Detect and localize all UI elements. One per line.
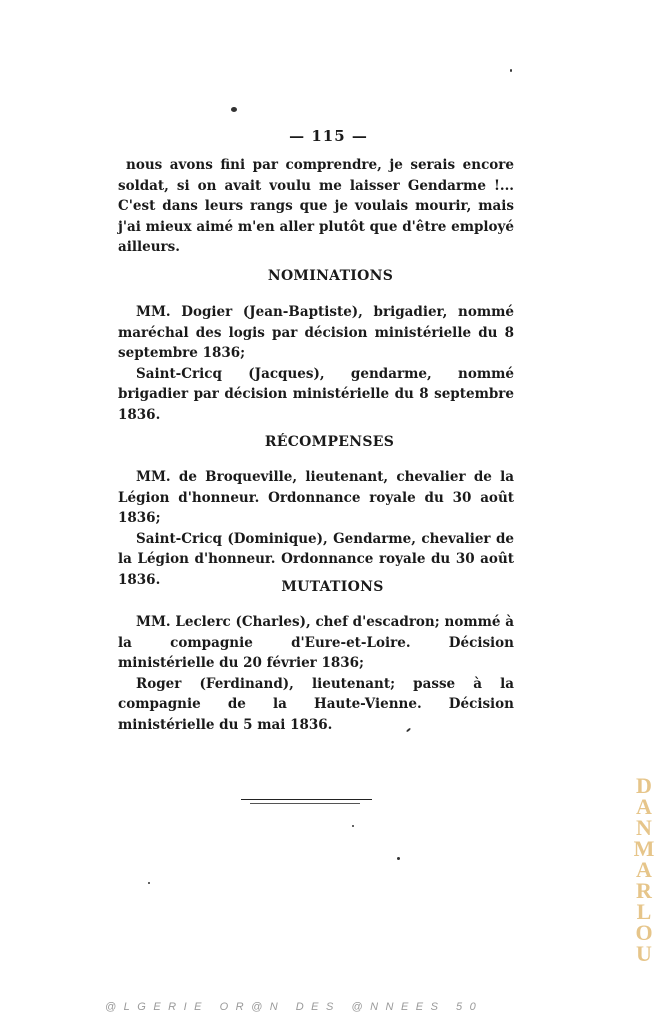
scan-speck bbox=[352, 825, 354, 827]
side-watermark-letter: M bbox=[633, 836, 655, 861]
heading-mutations: MUTATIONS bbox=[281, 579, 384, 595]
side-watermark-letter: R bbox=[636, 878, 652, 903]
entry-roger bbox=[118, 674, 514, 736]
entry-text: Leclerc (Charles), chef d'escadron; nommé à la compagnie d'Eure-et-Loire. Décision ministérielle du 20 février 1836; bbox=[118, 614, 514, 671]
side-watermark-letter: A bbox=[636, 857, 652, 882]
heading-nominations: NOMINATIONS bbox=[267, 268, 394, 284]
end-rule bbox=[241, 799, 372, 800]
side-watermark-letter: O bbox=[635, 920, 653, 945]
side-watermark-letter: U bbox=[636, 941, 652, 966]
scan-speck bbox=[148, 882, 150, 884]
section-mutations bbox=[118, 612, 514, 735]
scan-speck bbox=[397, 857, 400, 860]
heading-recompenses: RÉCOMPENSES bbox=[264, 434, 395, 450]
entry-de-broqueville bbox=[118, 467, 514, 529]
entry-lead: MM. bbox=[136, 304, 171, 320]
entry-lead: MM. bbox=[136, 614, 171, 630]
end-rule-short bbox=[250, 803, 360, 804]
entry-leclerc bbox=[118, 612, 514, 674]
scan-speck bbox=[231, 107, 237, 112]
entry-text: Saint-Cricq (Dominique), Gendarme, chevalier de la Légion d'honneur. Ordonnance royale du 30 août 1836. bbox=[118, 530, 514, 588]
side-watermark-letter: N bbox=[636, 815, 652, 840]
intro-text: nous avons fini par comprendre, je serais encore soldat, si on avait voulu me laisser Gendarme !... C'est dans leurs rangs que je voulais mourir, mais j'ai mieux aimé m'en aller plutôt que d'être employé ailleurs. bbox=[118, 157, 514, 255]
entry-dogier bbox=[118, 302, 514, 364]
entry-saint-cricq-jacques bbox=[118, 364, 514, 426]
intro-paragraph bbox=[118, 155, 514, 258]
section-recompenses bbox=[118, 467, 514, 590]
page-number: — 115 — bbox=[289, 127, 368, 145]
entry-lead: MM. bbox=[136, 469, 171, 485]
section-nominations bbox=[118, 302, 514, 425]
side-watermark-letter: A bbox=[636, 794, 652, 819]
entry-text: de Broqueville, lieutenant, chevalier de la Légion d'honneur. Ordonnance royale du 30 août 1836; bbox=[118, 469, 515, 526]
scan-speck bbox=[510, 69, 512, 72]
entry-text: Roger (Ferdinand), lieutenant; passe à la compagnie de la Haute-Vienne. Décision ministérielle du 5 mai 1836. bbox=[118, 675, 514, 733]
footer-watermark: @LGERIE OR@N DES @NNEES 50 bbox=[105, 1001, 484, 1013]
entry-text: Saint-Cricq (Jacques), gendarme, nommé brigadier par décision ministérielle du 8 septembre 1836. bbox=[118, 365, 514, 423]
side-watermark-letter: L bbox=[636, 899, 652, 924]
side-watermark bbox=[632, 775, 656, 964]
side-watermark-letter: D bbox=[636, 773, 652, 798]
entry-text: Dogier (Jean-Baptiste), brigadier, nommé maréchal des logis par décision ministérielle du 8 septembre 1836; bbox=[118, 304, 515, 361]
